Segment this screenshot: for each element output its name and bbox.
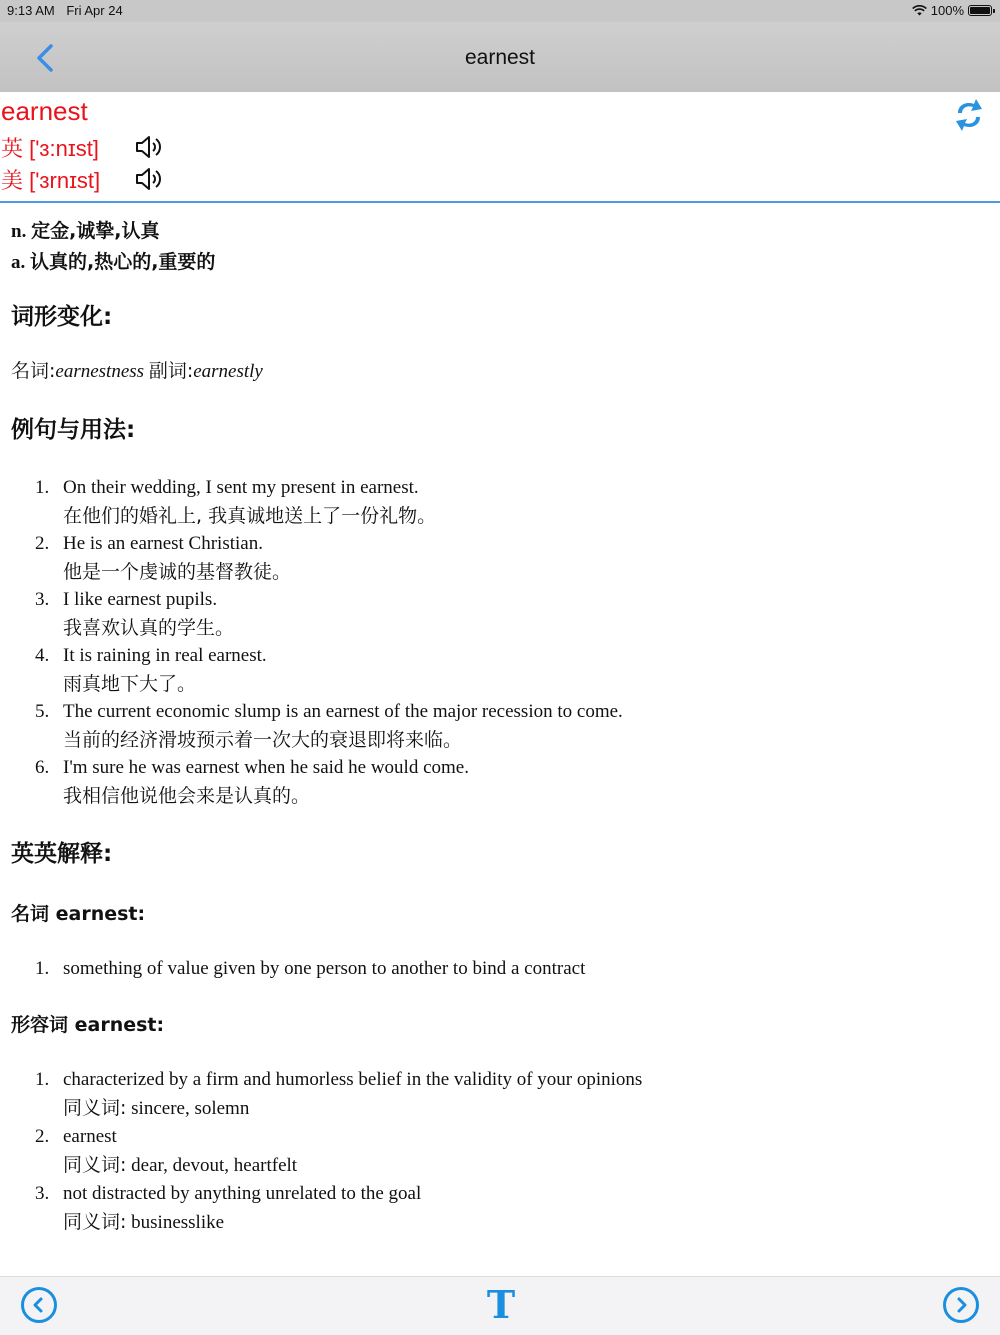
chevron-left-icon: [30, 1296, 48, 1314]
list-item: [11, 1123, 991, 1180]
list-item: [11, 1180, 991, 1237]
examples-heading: 例句与用法:: [11, 417, 136, 443]
definition-row: [11, 217, 991, 246]
previous-button[interactable]: [21, 1287, 57, 1323]
examples-list: [11, 474, 991, 810]
synonym-label: 同义词:: [63, 1154, 127, 1176]
english-definition: something of value given by one person to another to bind a contract: [63, 958, 586, 979]
status-date: Fri Apr 24: [66, 3, 123, 18]
item-number: 5.: [35, 701, 50, 722]
item-number: 3.: [35, 1183, 50, 1204]
bottom-toolbar: [0, 1276, 1000, 1335]
example-zh: 我相信他说他会来是认真的。: [63, 785, 311, 807]
status-time: 9:13 AM: [7, 3, 55, 18]
speaker-icon: [133, 133, 163, 161]
list-item: [11, 1066, 991, 1123]
uk-speaker-button[interactable]: [133, 133, 163, 161]
speaker-icon: [133, 165, 163, 193]
english-heading: 英英解释:: [11, 841, 113, 867]
item-number: 3.: [35, 589, 50, 610]
adjective-heading: 形容词 earnest:: [11, 1014, 165, 1036]
adverb-form-label: 副词:: [148, 360, 194, 382]
next-button[interactable]: [943, 1287, 979, 1323]
list-item: [11, 642, 991, 698]
item-number: 2.: [35, 1126, 50, 1147]
text-size-button[interactable]: T: [486, 1282, 516, 1327]
part-of-speech: a.: [11, 252, 26, 273]
word-forms: [11, 357, 991, 386]
item-number: 6.: [35, 757, 50, 778]
synonym-list: businesslike: [131, 1212, 225, 1233]
forms-heading: 词形变化:: [11, 304, 113, 330]
example-zh: 我喜欢认真的学生。: [63, 617, 235, 639]
part-of-speech: n.: [11, 221, 27, 242]
example-en: I like earnest pupils.: [63, 589, 218, 610]
list-item: [11, 530, 991, 586]
page-title: earnest: [464, 46, 536, 69]
synonym-list: sincere, solemn: [131, 1098, 250, 1119]
example-en: It is raining in real earnest.: [63, 645, 267, 666]
noun-definitions: [11, 955, 991, 983]
example-en: I'm sure he was earnest when he said he would come.: [63, 757, 469, 778]
entry-content: [11, 215, 991, 1237]
entry-header: [0, 92, 1000, 202]
refresh-button[interactable]: [954, 96, 984, 134]
item-number: 2.: [35, 533, 50, 554]
wifi-icon: [912, 5, 927, 16]
item-number: 1.: [35, 477, 50, 498]
synonym-label: 同义词:: [63, 1211, 127, 1233]
list-item: [11, 586, 991, 642]
example-en: On their wedding, I sent my present in earnest.: [63, 477, 419, 498]
status-bar: [0, 0, 1000, 22]
noun-heading: 名词 earnest:: [11, 903, 146, 925]
noun-form-label: 名词:: [11, 360, 56, 382]
example-zh: 在他们的婚礼上, 我真诚地送上了一份礼物。: [63, 505, 437, 527]
adverb-form-value: earnestly: [193, 361, 263, 382]
item-number: 4.: [35, 645, 50, 666]
battery-icon: [968, 5, 992, 16]
header-divider: [0, 201, 1000, 203]
uk-pronunciation: 英 ['ɜ:nɪst]: [1, 136, 99, 161]
synonym-label: 同义词:: [63, 1097, 127, 1119]
us-pronunciation: 美 ['ɜrnɪst]: [1, 168, 101, 193]
definition-text: 认真的,热心的,重要的: [30, 251, 216, 273]
definition-row: [11, 248, 991, 277]
item-number: 1.: [35, 958, 50, 979]
item-number: 1.: [35, 1069, 50, 1090]
us-speaker-button[interactable]: [133, 165, 163, 193]
example-en: He is an earnest Christian.: [63, 533, 263, 554]
list-item: [11, 754, 991, 810]
example-zh: 雨真地下大了。: [63, 673, 197, 695]
list-item: [11, 955, 991, 983]
noun-form-value: earnestness: [55, 361, 145, 382]
definition-text: 定金,诚挚,认真: [31, 220, 160, 242]
synonym-list: dear, devout, heartfelt: [131, 1155, 298, 1176]
adjective-definitions: [11, 1066, 991, 1237]
list-item: [11, 474, 991, 530]
chevron-right-icon: [952, 1296, 970, 1314]
battery-percent: 100%: [930, 3, 964, 18]
english-definition: characterized by a firm and humorless belief in the validity of your opinions: [63, 1069, 643, 1090]
list-item: [11, 698, 991, 754]
navigation-bar: [0, 22, 1000, 92]
example-zh: 当前的经济滑坡预示着一次大的衰退即将来临。: [63, 729, 463, 751]
english-definition: not distracted by anything unrelated to the goal: [63, 1183, 422, 1204]
headword: earnest: [1, 96, 88, 126]
example-en: The current economic slump is an earnest of the major recession to come.: [63, 701, 623, 722]
english-definition: earnest: [63, 1126, 117, 1147]
example-zh: 他是一个虔诚的基督教徒。: [63, 561, 292, 583]
refresh-icon: [954, 96, 984, 134]
